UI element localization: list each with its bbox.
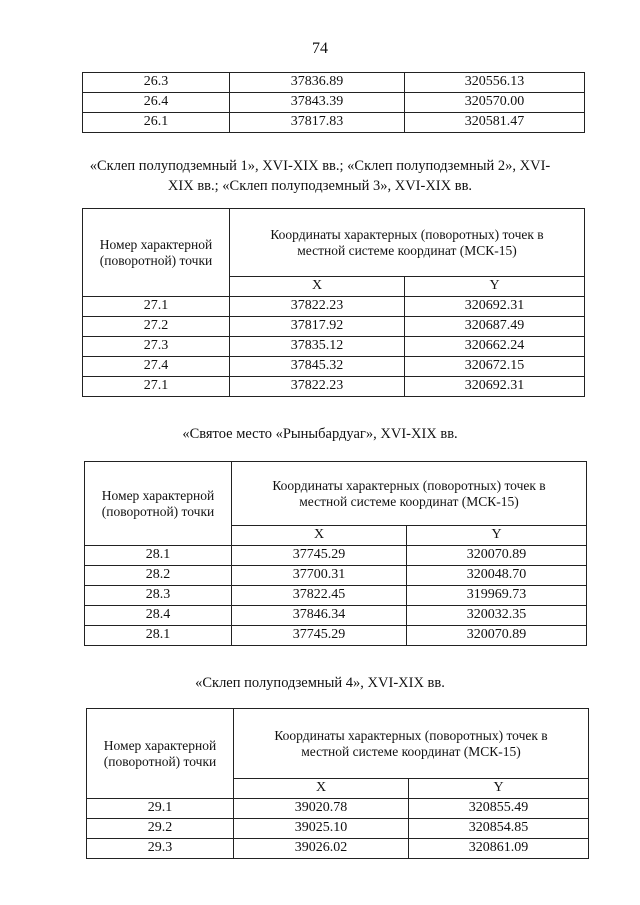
- point-number-header: Номер характерной (поворотной) точки: [87, 709, 234, 799]
- coordinates-table-29: [86, 708, 589, 859]
- point-number-cell: 28.1: [85, 626, 232, 646]
- y-coordinate-cell: 320070.89: [407, 546, 587, 566]
- point-number-header: Номер характерной (поворотной) точки: [83, 209, 230, 297]
- coordinates-table-26: [82, 72, 585, 133]
- point-number-cell: 28.4: [85, 606, 232, 626]
- x-coordinate-cell: 37817.83: [230, 113, 405, 133]
- table-row: [83, 297, 585, 317]
- y-coordinate-cell: 320556.13: [405, 73, 585, 93]
- object-caption-2: «Святое место «Рыныбардуаг», XVI-XIX вв.: [182, 426, 458, 442]
- point-number-cell: 28.2: [85, 566, 232, 586]
- point-number-cell: 27.3: [83, 337, 230, 357]
- coordinates-header: Координаты характерных (поворотных) точек в местной системе координат (МСК-15): [230, 209, 585, 277]
- coordinates-header: Координаты характерных (поворотных) точек в местной системе координат (МСК-15): [234, 709, 589, 779]
- x-coordinate-cell: 37817.92: [230, 317, 405, 337]
- x-coordinate-cell: 37845.32: [230, 357, 405, 377]
- point-number-cell: 29.3: [87, 839, 234, 859]
- x-coordinate-cell: 39026.02: [234, 839, 409, 859]
- x-coordinate-cell: 37822.23: [230, 297, 405, 317]
- table-row: [83, 73, 585, 93]
- x-coordinate-cell: 37822.23: [230, 377, 405, 397]
- table-row: [87, 839, 589, 859]
- point-number-cell: 26.4: [83, 93, 230, 113]
- object-caption-3: «Склеп полуподземный 4», XVI-XIX вв.: [195, 675, 445, 691]
- table-row: [83, 357, 585, 377]
- x-column-header: X: [230, 277, 405, 297]
- y-coordinate-cell: 320581.47: [405, 113, 585, 133]
- table-row: [85, 586, 587, 606]
- table-row: [83, 337, 585, 357]
- table-row: [83, 317, 585, 337]
- x-coordinate-cell: 37843.39: [230, 93, 405, 113]
- y-coordinate-cell: 320692.31: [405, 377, 585, 397]
- point-number-cell: 29.2: [87, 819, 234, 839]
- x-column-header: X: [234, 779, 409, 799]
- x-coordinate-cell: 37745.29: [232, 546, 407, 566]
- y-coordinate-cell: 320662.24: [405, 337, 585, 357]
- point-number-cell: 29.1: [87, 799, 234, 819]
- y-coordinate-cell: 320048.70: [407, 566, 587, 586]
- table-row: [85, 566, 587, 586]
- y-column-header: Y: [405, 277, 585, 297]
- point-number-cell: 28.3: [85, 586, 232, 606]
- y-coordinate-cell: 320854.85: [409, 819, 589, 839]
- point-number-cell: 28.1: [85, 546, 232, 566]
- table-row: [83, 93, 585, 113]
- y-coordinate-cell: 320855.49: [409, 799, 589, 819]
- y-column-header: Y: [409, 779, 589, 799]
- x-column-header: X: [232, 526, 407, 546]
- x-coordinate-cell: 37822.45: [232, 586, 407, 606]
- point-number-cell: 27.1: [83, 297, 230, 317]
- x-coordinate-cell: 39025.10: [234, 819, 409, 839]
- y-coordinate-cell: 320070.89: [407, 626, 587, 646]
- point-number-cell: 26.3: [83, 73, 230, 93]
- x-coordinate-cell: 37700.31: [232, 566, 407, 586]
- point-number-cell: 27.1: [83, 377, 230, 397]
- y-column-header: Y: [407, 526, 587, 546]
- table-row: [85, 626, 587, 646]
- table-row: [83, 113, 585, 133]
- coordinates-header: Координаты характерных (поворотных) точек в местной системе координат (МСК-15): [232, 462, 587, 526]
- x-coordinate-cell: 39020.78: [234, 799, 409, 819]
- x-coordinate-cell: 37835.12: [230, 337, 405, 357]
- x-coordinate-cell: 37836.89: [230, 73, 405, 93]
- y-coordinate-cell: 319969.73: [407, 586, 587, 606]
- y-coordinate-cell: 320861.09: [409, 839, 589, 859]
- coordinates-table-27: [82, 208, 585, 397]
- point-number-cell: 27.4: [83, 357, 230, 377]
- table-row: [85, 606, 587, 626]
- table-row: [85, 546, 587, 566]
- table-row: [83, 377, 585, 397]
- y-coordinate-cell: 320032.35: [407, 606, 587, 626]
- y-coordinate-cell: 320687.49: [405, 317, 585, 337]
- point-number-cell: 27.2: [83, 317, 230, 337]
- coordinates-table-28: [84, 461, 587, 646]
- x-coordinate-cell: 37745.29: [232, 626, 407, 646]
- y-coordinate-cell: 320570.00: [405, 93, 585, 113]
- x-coordinate-cell: 37846.34: [232, 606, 407, 626]
- point-number-header: Номер характерной (поворотной) точки: [85, 462, 232, 546]
- table-row: [87, 799, 589, 819]
- y-coordinate-cell: 320692.31: [405, 297, 585, 317]
- table-row: [87, 819, 589, 839]
- y-coordinate-cell: 320672.15: [405, 357, 585, 377]
- page-number: 74: [312, 40, 328, 57]
- object-caption-1: «Склеп полуподземный 1», XVI-XIX вв.; «Склеп полуподземный 2», XVI-XIX вв.; «Склеп полуподземный 3», XVI-XIX вв.: [89, 158, 551, 194]
- point-number-cell: 26.1: [83, 113, 230, 133]
